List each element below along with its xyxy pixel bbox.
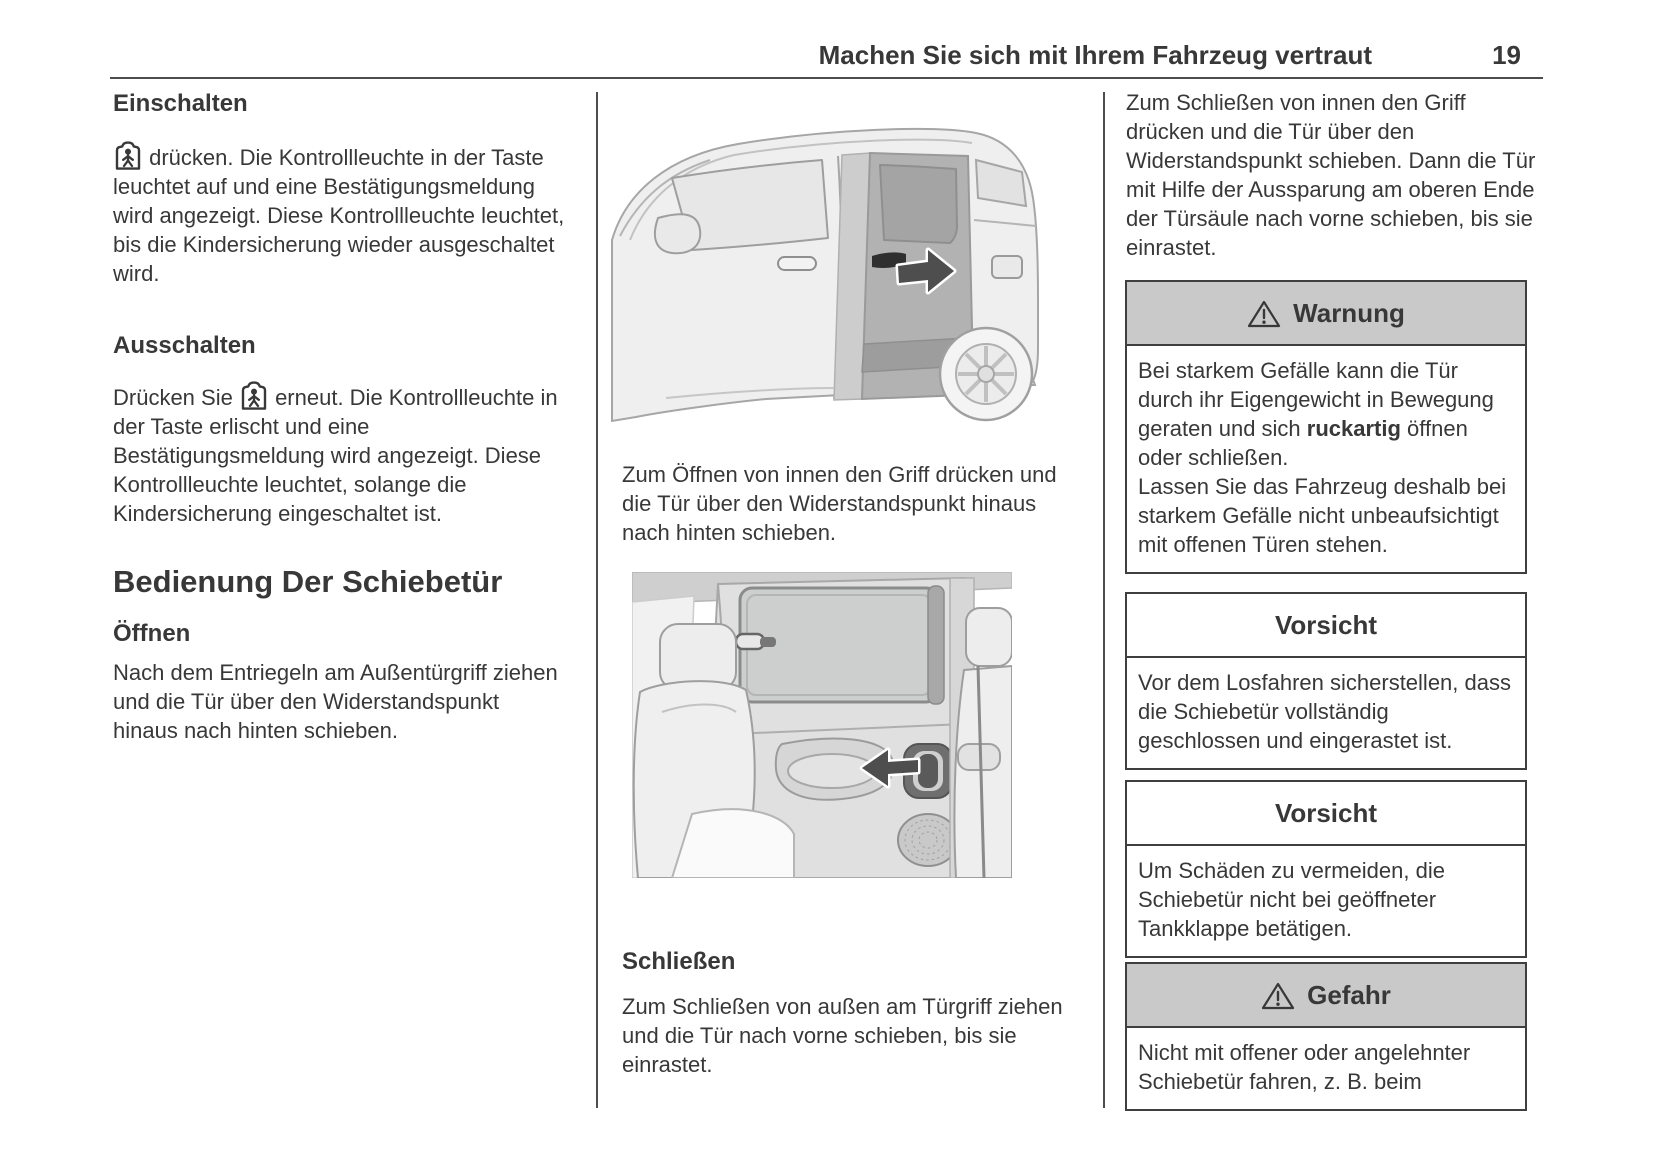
heading-schliessen: Schließen: [622, 948, 736, 975]
caution-box-2-body: Um Schäden zu vermeiden, die Schiebetür nicht bei geöffneter Tankklappe betätigen.: [1138, 858, 1445, 941]
danger-box-body: Nicht mit offener oder angelehnter Schiebetür fahren, z. B. beim: [1138, 1040, 1471, 1094]
caution-box-1: [1125, 592, 1527, 770]
heading-bedienung-der-schiebetuer: Bedienung Der Schiebetür: [113, 564, 503, 599]
paragraph-ausschalten-pre: Drücken Sie: [113, 385, 239, 410]
fuel-flap: [992, 256, 1022, 278]
paragraph-einschalten-text: drücken. Die Kontrollleuchte in der Taste leuchtet auf und eine Bestätigungsmeldung wird angezeigt. Diese Kontrollleuchte leuchtet, bis die Kindersicherung wieder ausgeschaltet wird.: [113, 145, 565, 286]
warning-box-body: [1127, 346, 1525, 572]
warning-box: [1125, 280, 1527, 574]
speaker-grille: [898, 814, 958, 866]
caution-box-2: [1125, 780, 1527, 958]
paragraph-close-outside: Zum Schließen von außen am Türgriff ziehen und die Tür nach vorne schieben, bis sie einrastet.: [622, 994, 1063, 1077]
paragraph-ausschalten-post: erneut. Die Kontrollleuchte in der Taste erlischt und eine Bestätigungsmeldung wird angezeigt. Diese Kontrollleuchte leuchtet, solange die Kindersicherung eingeschaltet ist.: [113, 385, 558, 526]
caution-box-2-title: Vorsicht: [1274, 798, 1378, 828]
interior-door-illustration: [632, 572, 1012, 878]
rear-wheel: [940, 328, 1032, 420]
danger-box-title: Gefahr: [1307, 980, 1391, 1010]
page-number: 19: [1492, 40, 1521, 70]
side-mirror: [655, 214, 700, 253]
danger-box: [1125, 962, 1527, 1111]
caution-box-1-header: [1127, 594, 1525, 658]
page-title: Machen Sie sich mit Ihrem Fahrzeug vertraut: [818, 40, 1372, 70]
paragraph-open-inside: Zum Öffnen von innen den Griff drücken und die Tür über den Widerstandspunkt hinaus nach hinten schieben.: [622, 462, 1057, 545]
paragraph-ausschalten: [113, 380, 565, 528]
warning-box-header: [1127, 282, 1525, 346]
child-lock-icon: [113, 140, 143, 171]
heading-oeffnen: Öffnen: [113, 620, 191, 647]
column-separator-1: [596, 92, 598, 1108]
warning-text-1: Bei starkem Gefälle kann die Tür durch ihr Eigengewicht in Bewegung geraten und sich ruckartig öffnen oder schließen.: [1138, 358, 1494, 470]
caution-box-2-header: [1127, 782, 1525, 846]
warning-triangle-icon: [1261, 981, 1295, 1011]
caution-box-1-title: Vorsicht: [1274, 610, 1378, 640]
paragraph-close-inside: Zum Schließen von innen den Griff drücken und die Tür über den Widerstandspunkt schieben. Dann die Tür mit Hilfe der Aussparung am oberen Ende der Türsäule nach vorne schieben, bis sie einrastet.: [1126, 90, 1536, 260]
warning-box-title: Warnung: [1293, 298, 1405, 328]
front-door-handle: [778, 257, 816, 270]
child-lock-icon: [239, 380, 269, 411]
caution-box-1-body: Vor dem Losfahren sicherstellen, dass die Schiebetür vollständig geschlossen und eingerastet ist.: [1138, 670, 1511, 753]
warning-text-2: Lassen Sie das Fahrzeug deshalb bei starkem Gefälle nicht unbeaufsichtigt mit offenen Türen stehen.: [1138, 474, 1507, 557]
header-rule: [110, 77, 1543, 79]
danger-box-header: [1127, 964, 1525, 1028]
van-exterior-illustration: [606, 98, 1048, 444]
heading-einschalten: Einschalten: [113, 90, 248, 117]
heading-ausschalten: Ausschalten: [113, 332, 256, 359]
paragraph-einschalten: [113, 140, 565, 288]
paragraph-oeffnen: Nach dem Entriegeln am Außentürgriff ziehen und die Tür über den Widerstandspunkt hinaus nach hinten schieben.: [113, 660, 558, 743]
column-separator-2: [1103, 92, 1105, 1108]
warning-triangle-icon: [1247, 299, 1281, 329]
